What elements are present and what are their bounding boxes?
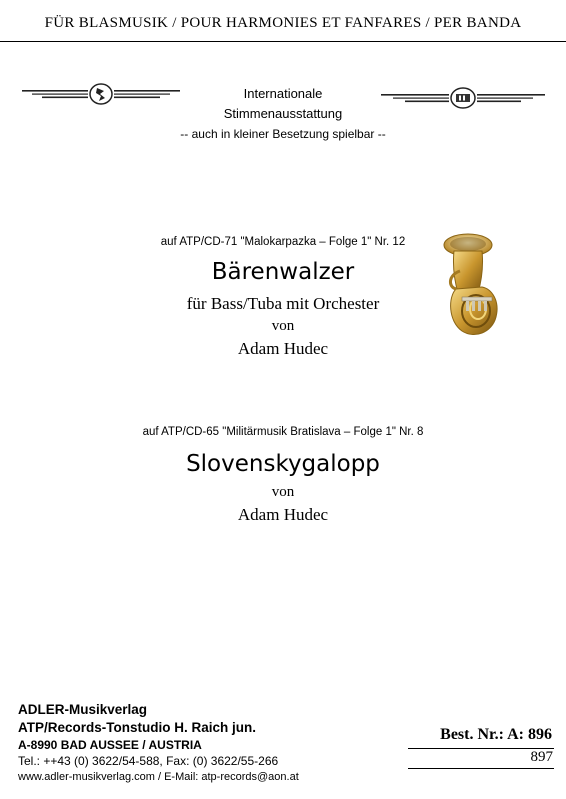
tuba-icon bbox=[438, 231, 506, 341]
piece2-title: Slovenskygalopp bbox=[186, 451, 380, 477]
piece1-title: Bärenwalzer bbox=[211, 259, 355, 285]
order-number: 897 bbox=[530, 749, 553, 765]
piece2-cd-reference: auf ATP/CD-65 "Militärmusik Bratislava – Folge 1" Nr. 8 bbox=[142, 426, 424, 438]
banner-divider bbox=[0, 41, 566, 42]
order-divider-bottom bbox=[408, 768, 554, 769]
banner: FÜR BLASMUSIK / POUR HARMONIES ET FANFARES / PER BANDA bbox=[44, 15, 522, 31]
header-line-international: Internationale bbox=[243, 86, 323, 101]
piece1-composer: Adam Hudec bbox=[237, 339, 329, 358]
piece1-subtitle: für Bass/Tuba mit Orchester bbox=[186, 294, 380, 313]
piece2-composer: Adam Hudec bbox=[237, 505, 329, 524]
publisher-address: A-8990 BAD AUSSEE / AUSTRIA bbox=[18, 738, 202, 752]
header-line-besetzung: -- auch in kleiner Besetzung spielbar -- bbox=[180, 127, 386, 141]
publisher-phone: Tel.: ++43 (0) 3622/54-588, Fax: (0) 3622/55-266 bbox=[18, 754, 279, 768]
header-text bbox=[0, 84, 566, 144]
piece1-cd-reference: auf ATP/CD-71 "Malokarpazka – Folge 1" Nr. 12 bbox=[160, 236, 406, 248]
publisher-name: ADLER-Musikverlag bbox=[18, 702, 148, 717]
piece1-by: von bbox=[271, 318, 295, 334]
publisher-studio: ATP/Records-Tonstudio H. Raich jun. bbox=[18, 720, 257, 735]
piece2-by: von bbox=[271, 484, 295, 500]
order-number-label: Best. Nr.: A: 896 bbox=[440, 726, 552, 743]
publisher-web: www.adler-musikverlag.com / E-Mail: atp-records@aon.at bbox=[18, 771, 299, 783]
header-line-stimmen: Stimmenausstattung bbox=[223, 106, 343, 121]
